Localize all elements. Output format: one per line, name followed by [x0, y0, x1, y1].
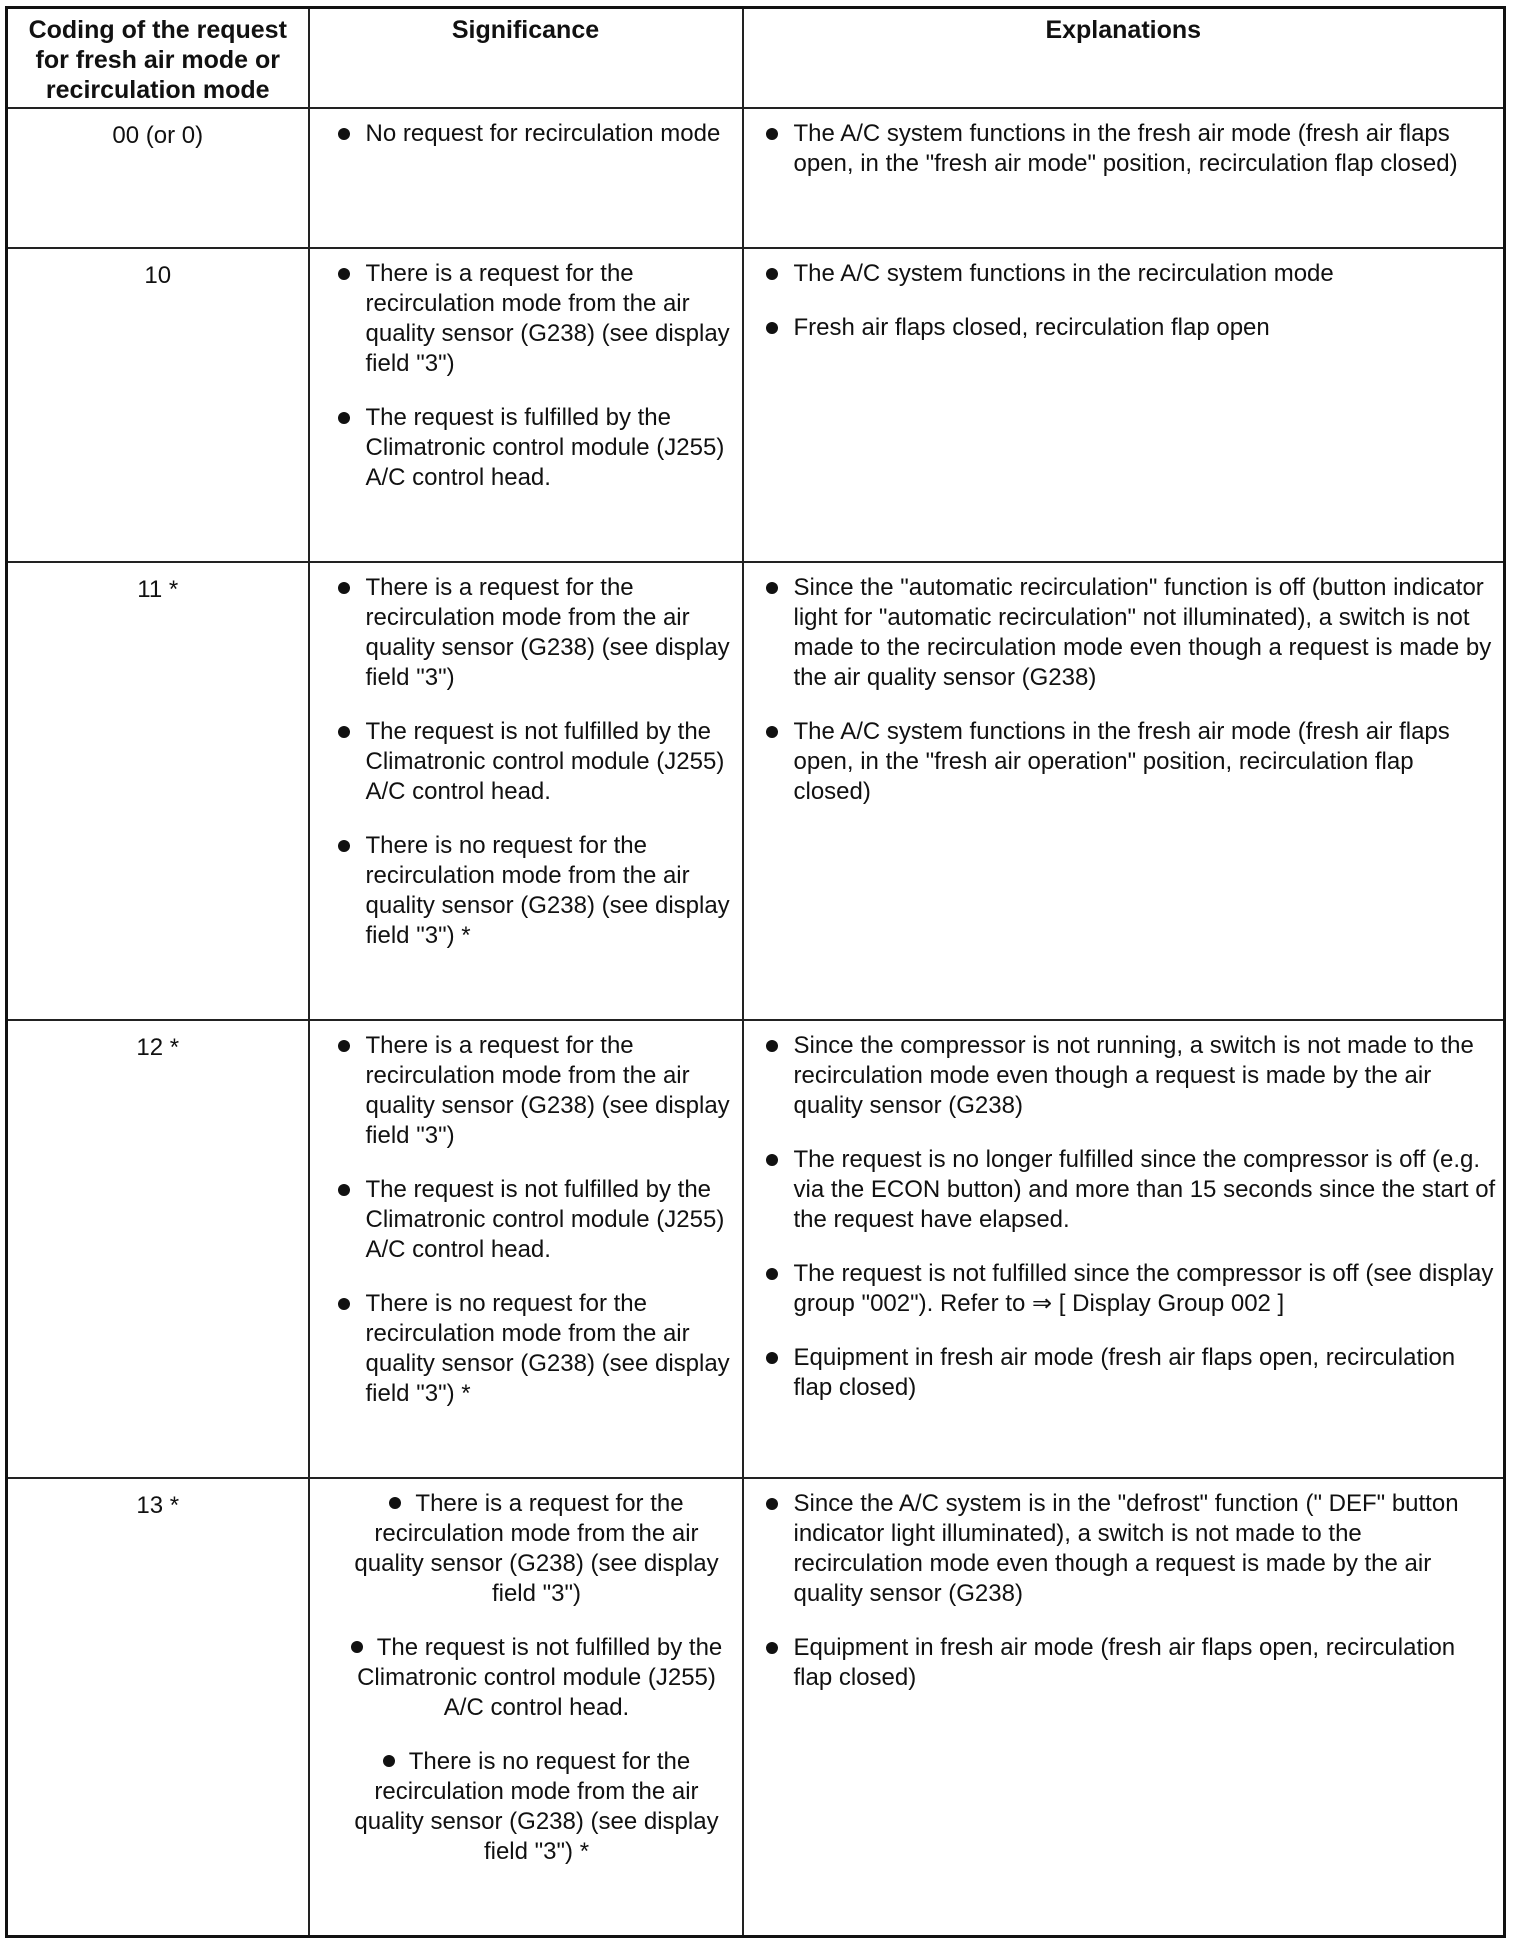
coding-cell: 00 (or 0) — [7, 108, 309, 248]
list-item-text: The request is not fulfilled since the compressor is off (see display group "002"). Refer to ⇒ [ Display Group 002 ] — [793, 1260, 1494, 1317]
significance-cell — [309, 248, 743, 562]
list-item — [338, 573, 736, 693]
list-item — [766, 1633, 1498, 1693]
table-row — [7, 108, 1505, 248]
list-item — [766, 1489, 1498, 1609]
bullet-icon — [338, 582, 350, 594]
list-item-text: Since the compressor is not running, a switch is not made to the recirculation mode even though a request is made by the air quality sensor (G238) — [793, 1032, 1474, 1119]
table-row — [7, 1020, 1505, 1478]
list-item-text: Equipment in fresh air mode (fresh air flaps open, recirculation flap closed) — [793, 1634, 1456, 1691]
bullet-list — [310, 563, 742, 951]
list-item — [766, 1145, 1498, 1235]
list-item — [338, 119, 736, 149]
bullet-icon — [383, 1755, 395, 1767]
coding-cell: 10 — [7, 248, 309, 562]
list-item — [338, 1289, 736, 1409]
list-item-text: There is a request for the recirculation mode from the air quality sensor (G238) (see display field "3") — [354, 1490, 719, 1607]
list-item-text: Since the "automatic recirculation" function is off (button indicator light for "automatic recirculation" not illuminated), a switch is not made to the recirculation mode even though a request is made by the air quality sensor (G238) — [793, 574, 1492, 691]
coding-cell: 12 * — [7, 1020, 309, 1478]
bullet-icon — [766, 268, 778, 280]
bullet-icon — [766, 1268, 778, 1280]
table-row — [7, 562, 1505, 1020]
table-header-row — [7, 8, 1505, 109]
header-explanations: Explanations — [743, 8, 1505, 109]
bullet-icon — [338, 1040, 350, 1052]
bullet-icon — [338, 412, 350, 424]
coding-cell: 13 * — [7, 1478, 309, 1937]
list-item — [766, 1343, 1498, 1403]
bullet-icon — [766, 1040, 778, 1052]
bullet-list — [310, 1479, 742, 1867]
bullet-icon — [389, 1497, 401, 1509]
bullet-icon — [351, 1641, 363, 1653]
bullet-icon — [766, 1352, 778, 1364]
bullet-icon — [766, 1154, 778, 1166]
list-item-text: There is no request for the recirculation mode from the air quality sensor (G238) (see display field "3") * — [365, 832, 730, 949]
bullet-list — [310, 249, 742, 493]
bullet-icon — [766, 1498, 778, 1510]
list-item — [766, 717, 1498, 807]
header-significance: Significance — [309, 8, 743, 109]
list-item — [338, 1175, 736, 1265]
list-item-text: There is a request for the recirculation mode from the air quality sensor (G238) (see display field "3") — [365, 1032, 730, 1149]
list-item-text: No request for recirculation mode — [365, 120, 721, 147]
bullet-list — [744, 1021, 1504, 1403]
significance-cell — [309, 1478, 743, 1937]
bullet-icon — [338, 840, 350, 852]
significance-cell — [309, 108, 743, 248]
bullet-icon — [766, 128, 778, 140]
list-item-text: Equipment in fresh air mode (fresh air flaps open, recirculation flap closed) — [793, 1344, 1456, 1401]
bullet-icon — [766, 726, 778, 738]
list-item-text: There is no request for the recirculation mode from the air quality sensor (G238) (see display field "3") * — [365, 1290, 730, 1407]
list-item-text: The A/C system functions in the fresh air mode (fresh air flaps open, in the "fresh air operation" position, recirculation flap closed) — [793, 718, 1450, 805]
list-item — [338, 1633, 736, 1723]
bullet-icon — [338, 1184, 350, 1196]
list-item-text: There is a request for the recirculation mode from the air quality sensor (G238) (see display field "3") — [365, 260, 730, 377]
bullet-icon — [338, 1298, 350, 1310]
significance-cell — [309, 562, 743, 1020]
explanations-cell — [743, 562, 1505, 1020]
list-item — [338, 259, 736, 379]
bullet-list — [744, 1479, 1504, 1693]
list-item — [338, 1031, 736, 1151]
list-item-text: Since the A/C system is in the "defrost" function (" DEF" button indicator light illuminated), a switch is not made to the recirculation mode even though a request is made by the air quality sensor (G238) — [793, 1490, 1459, 1607]
list-item-text: There is no request for the recirculation mode from the air quality sensor (G238) (see display field "3") * — [354, 1748, 719, 1865]
header-coding: Coding of the request for fresh air mode or recirculation mode — [7, 8, 309, 109]
bullet-icon — [766, 582, 778, 594]
list-item — [766, 1259, 1498, 1319]
coding-cell: 11 * — [7, 562, 309, 1020]
list-item-text: Fresh air flaps closed, recirculation flap open — [793, 314, 1270, 341]
bullet-icon — [338, 128, 350, 140]
bullet-list — [744, 109, 1504, 179]
bullet-list — [310, 1021, 742, 1409]
list-item-text: The request is not fulfilled by the Climatronic control module (J255) A/C control head. — [365, 1176, 725, 1263]
list-item-text: The A/C system functions in the recirculation mode — [793, 260, 1334, 287]
list-item — [338, 717, 736, 807]
list-item — [766, 1031, 1498, 1121]
table-row — [7, 1478, 1505, 1937]
list-item-text: The A/C system functions in the fresh air mode (fresh air flaps open, in the "fresh air mode" position, recirculation flap closed) — [793, 120, 1458, 177]
list-item — [338, 403, 736, 493]
explanations-cell — [743, 248, 1505, 562]
list-item — [338, 1747, 736, 1867]
bullet-list — [310, 109, 742, 149]
bullet-list — [744, 563, 1504, 807]
bullet-icon — [766, 1642, 778, 1654]
list-item — [766, 573, 1498, 693]
bullet-list — [744, 249, 1504, 343]
list-item — [766, 119, 1498, 179]
recirculation-coding-table — [5, 6, 1506, 1938]
list-item-text: The request is not fulfilled by the Climatronic control module (J255) A/C control head. — [365, 718, 725, 805]
explanations-cell — [743, 1478, 1505, 1937]
list-item — [338, 1489, 736, 1609]
list-item-text: The request is no longer fulfilled since the compressor is off (e.g. via the ECON button) and more than 15 seconds since the start of the request have elapsed. — [793, 1146, 1496, 1233]
bullet-icon — [338, 268, 350, 280]
list-item — [338, 831, 736, 951]
significance-cell — [309, 1020, 743, 1478]
bullet-icon — [766, 322, 778, 334]
table-row — [7, 248, 1505, 562]
list-item-text: The request is not fulfilled by the Climatronic control module (J255) A/C control head. — [357, 1634, 723, 1721]
explanations-cell — [743, 1020, 1505, 1478]
list-item — [766, 259, 1498, 289]
bullet-icon — [338, 726, 350, 738]
explanations-cell — [743, 108, 1505, 248]
list-item-text: The request is fulfilled by the Climatronic control module (J255) A/C control head. — [365, 404, 725, 491]
list-item-text: There is a request for the recirculation mode from the air quality sensor (G238) (see display field "3") — [365, 574, 730, 691]
list-item — [766, 313, 1498, 343]
